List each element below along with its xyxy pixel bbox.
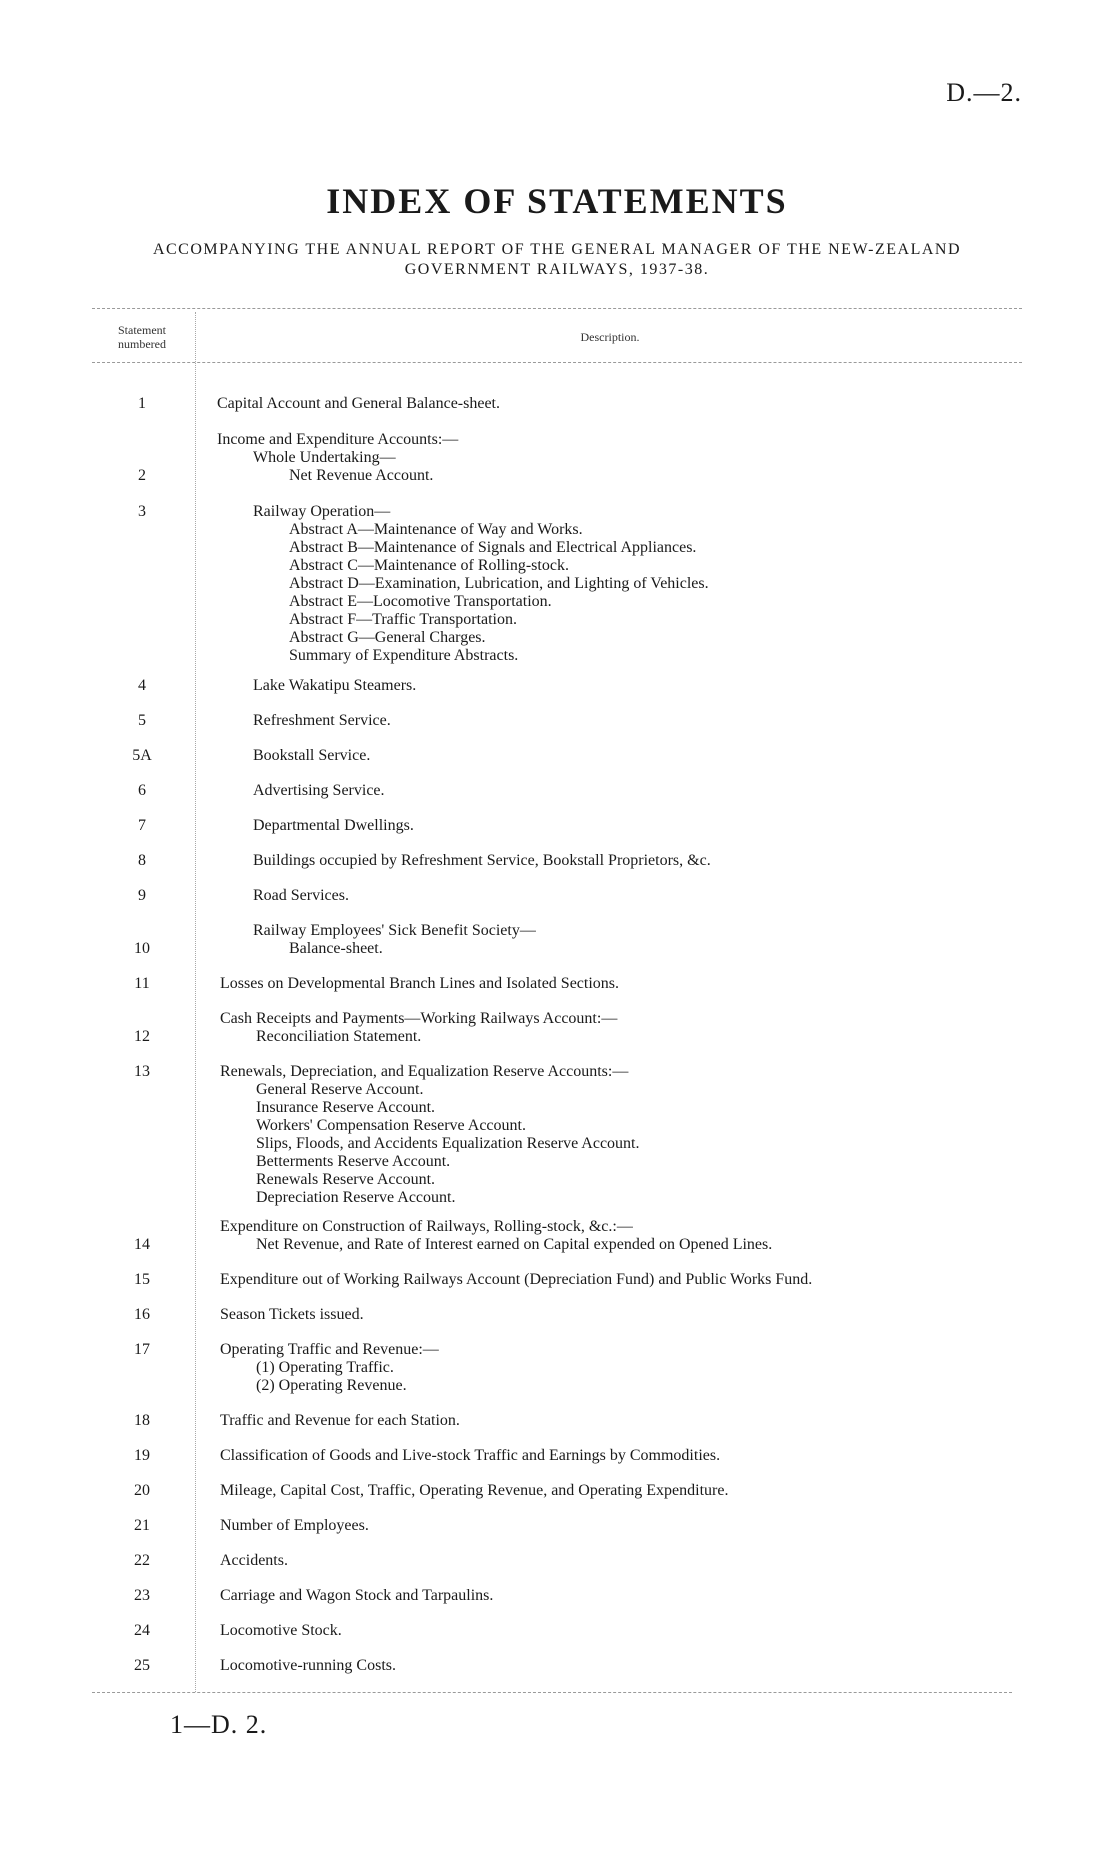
description-line: Buildings occupied by Refreshment Service, Bookstall Proprietors, &c. [253,852,711,869]
statement-description [220,1517,369,1535]
statement-description [253,922,536,958]
page-reference: D.—2. [946,78,1022,107]
column-divider [195,312,196,1692]
statement-number: 1 [138,395,146,412]
description-line: Abstract D—Examination, Lubrication, and Lighting of Vehicles. [289,575,709,592]
description-line: Refreshment Service. [253,712,391,729]
description-line: Locomotive Stock. [220,1622,342,1639]
statement-description [253,677,416,695]
description-line: Railway Employees' Sick Benefit Society— [253,922,536,939]
statement-number: 13 [134,1063,150,1080]
description-line: Mileage, Capital Cost, Traffic, Operating Revenue, and Operating Expenditure. [220,1482,729,1499]
description-line: Summary of Expenditure Abstracts. [289,647,519,664]
statement-number: 15 [134,1271,150,1288]
statement-numbered-header [92,323,192,351]
statement-number: 16 [134,1306,150,1323]
table-bottom-rule [92,1692,1012,1693]
description-line: Capital Account and General Balance-sheet. [217,395,500,412]
description-line: Renewals Reserve Account. [256,1171,436,1188]
subtitle [60,240,1054,280]
description-line: Net Revenue Account. [289,467,434,484]
description-line: Locomotive-running Costs. [220,1657,396,1674]
description-line: Classification of Goods and Live-stock Traffic and Earnings by Commodities. [220,1447,721,1464]
footer-signature: 1—D. 2. [170,1710,268,1739]
statement-number: 21 [134,1517,150,1534]
statement-header-line-2: numbered [118,337,166,351]
statement-number: 8 [138,852,146,869]
description-line: Net Revenue, and Rate of Interest earned on Capital expended on Opened Lines. [256,1236,773,1253]
description-line: General Reserve Account. [256,1081,424,1098]
description-line: Renewals, Depreciation, and Equalization Reserve Accounts:— [220,1063,629,1080]
description-header: Description. [580,330,640,344]
statement-description [220,1218,772,1254]
statement-description [253,852,711,870]
statement-number: 6 [138,782,146,799]
statement-description [220,1412,460,1430]
statement-description [220,1271,812,1289]
description-line: Advertising Service. [253,782,385,799]
description-line: Number of Employees. [220,1517,369,1534]
statement-description [220,1063,640,1207]
description-line: Season Tickets issued. [220,1306,364,1323]
description-line: Traffic and Revenue for each Station. [220,1412,460,1429]
description-line: Operating Traffic and Revenue:— [220,1341,439,1358]
statement-number: 9 [138,887,146,904]
statement-description [220,1341,439,1395]
statement-number: 5A [132,747,152,764]
description-line: (1) Operating Traffic. [256,1359,394,1376]
description-line: Road Services. [253,887,349,904]
description-line: Insurance Reserve Account. [256,1099,436,1116]
statement-description [253,747,370,765]
page-title: INDEX OF STATEMENTS [326,181,788,221]
statement-description [253,503,709,665]
subtitle-line-2: GOVERNMENT RAILWAYS, 1937-38. [404,261,710,278]
statement-number: 22 [134,1552,150,1569]
header-bottom-rule [92,362,1022,363]
statement-description [253,817,414,835]
statement-description [220,1306,364,1324]
statement-description [220,1482,728,1500]
description-line: Balance-sheet. [289,940,383,957]
description-line: Reconciliation Statement. [256,1028,422,1045]
statement-number: 19 [134,1447,150,1464]
statement-description [220,1552,288,1570]
description-line: Depreciation Reserve Account. [256,1189,456,1206]
description-line: (2) Operating Revenue. [256,1377,407,1394]
statement-number: 14 [134,1236,150,1253]
statement-number: 23 [134,1587,150,1604]
statement-description [217,395,500,413]
statement-description [253,782,385,800]
description-line: Accidents. [220,1552,288,1569]
statement-description [220,1622,342,1640]
statement-number: 2 [138,467,146,484]
description-line: Railway Operation— [253,503,391,520]
statement-description [220,1010,617,1046]
description-line: Expenditure on Construction of Railways, Rolling-stock, &c.:— [220,1218,633,1235]
description-line: Abstract C—Maintenance of Rolling-stock. [289,557,569,574]
statement-description [217,431,458,485]
subtitle-line-1: ACCOMPANYING THE ANNUAL REPORT OF THE GENERAL MANAGER OF THE NEW-ZEALAND [152,241,962,258]
statement-number: 17 [134,1341,150,1358]
statement-number: 20 [134,1482,150,1499]
description-line: Abstract E—Locomotive Transportation. [289,593,552,610]
description-line: Lake Wakatipu Steamers. [253,677,417,694]
description-line: Whole Undertaking— [253,449,396,466]
statement-number: 7 [138,817,146,834]
statement-description [220,1657,396,1675]
statement-number: 3 [138,503,146,520]
statement-number: 12 [134,1028,150,1045]
statement-number: 10 [134,940,150,957]
description-line: Workers' Compensation Reserve Account. [256,1117,526,1134]
statement-number: 24 [134,1622,150,1639]
description-line: Abstract F—Traffic Transportation. [289,611,517,628]
statement-description [220,975,619,993]
statement-description [220,1587,493,1605]
statement-description [220,1447,720,1465]
statement-number: 18 [134,1412,150,1429]
statement-header-line-1: Statement [118,323,166,337]
description-line: Expenditure out of Working Railways Account (Depreciation Fund) and Public Works Fund. [220,1271,813,1288]
description-line: Abstract B—Maintenance of Signals and Electrical Appliances. [289,539,697,556]
description-line: Slips, Floods, and Accidents Equalization Reserve Account. [256,1135,640,1152]
statement-description [253,712,391,730]
description-line: Carriage and Wagon Stock and Tarpaulins. [220,1587,494,1604]
description-line: Losses on Developmental Branch Lines and Isolated Sections. [220,975,620,992]
description-line: Abstract A—Maintenance of Way and Works. [289,521,583,538]
statement-description [253,887,349,905]
description-line: Departmental Dwellings. [253,817,414,834]
description-line: Income and Expenditure Accounts:— [217,431,459,448]
statement-number: 4 [138,677,146,694]
statement-number: 25 [134,1657,150,1674]
description-line: Betterments Reserve Account. [256,1153,451,1170]
description-line: Abstract G—General Charges. [289,629,486,646]
statement-number: 11 [134,975,150,992]
description-line: Cash Receipts and Payments—Working Railways Account:— [220,1010,618,1027]
header-top-rule [92,308,1022,309]
description-line: Bookstall Service. [253,747,371,764]
statement-number: 5 [138,712,146,729]
